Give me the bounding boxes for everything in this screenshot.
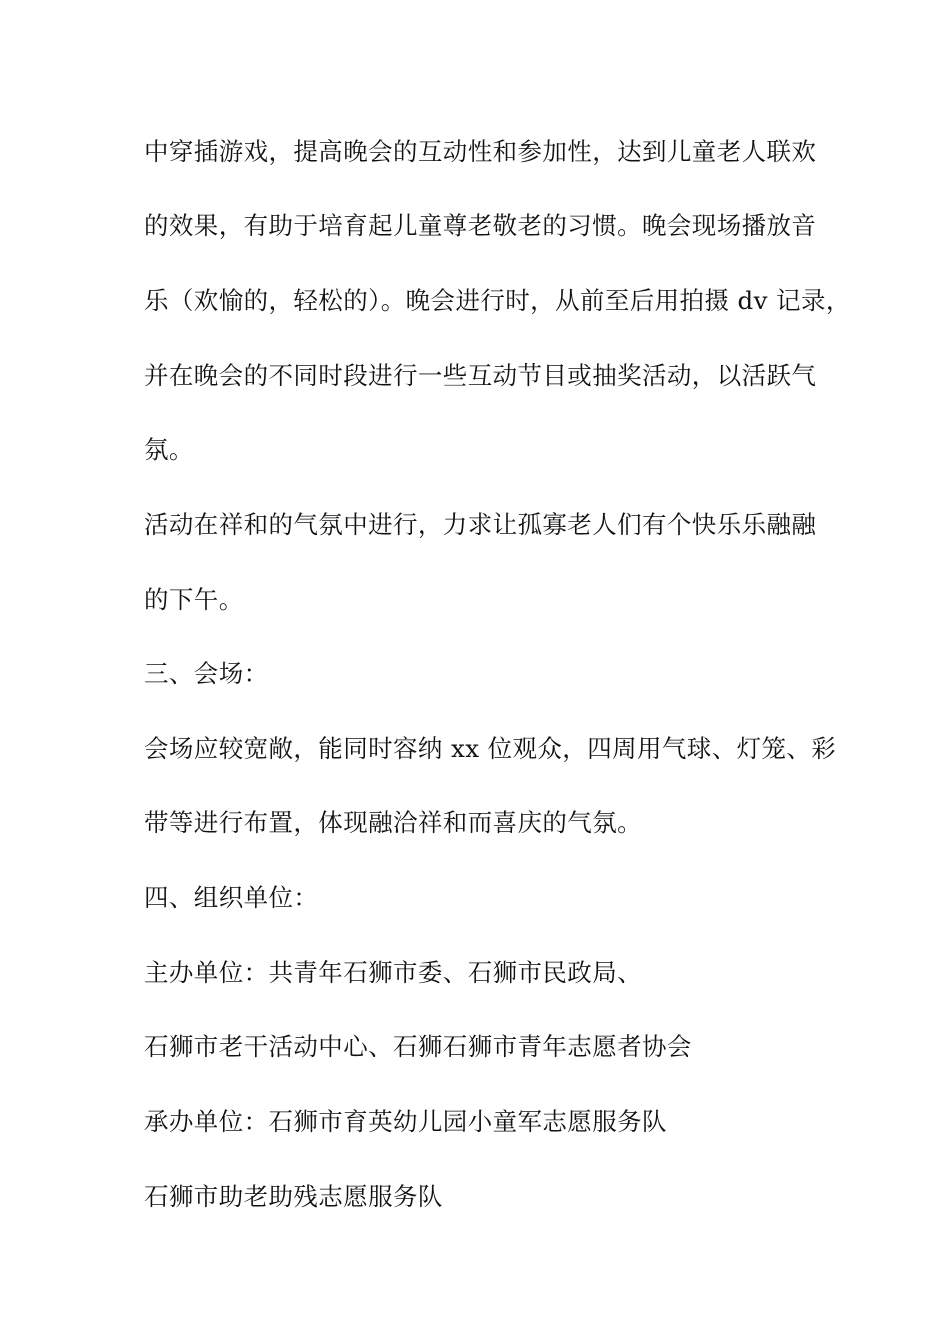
body-line-3: 乐（欢愉的，轻松的）。晚会进行时，从前至后用拍摄 dv 记录，	[144, 286, 851, 315]
body-line-13: 石狮市老干活动中心、石狮石狮市青年志愿者协会	[144, 1032, 692, 1061]
section-heading-organizers: 四、组织单位：	[144, 883, 319, 912]
body-line-5: 氛。	[144, 435, 194, 464]
body-line-1: 中穿插游戏，提高晚会的互动性和参加性，达到儿童老人联欢	[144, 137, 817, 166]
body-line-6: 活动在祥和的气氛中进行，力求让孤寡老人们有个快乐乐融融	[144, 510, 817, 539]
section-heading-venue: 三、会场：	[144, 659, 269, 688]
body-line-10: 带等进行布置，体现融洽祥和而喜庆的气氛。	[144, 808, 642, 837]
body-line-7: 的下午。	[144, 585, 244, 614]
body-line-14: 承办单位：石狮市育英幼儿园小童军志愿服务队	[144, 1107, 667, 1136]
body-line-15: 石狮市助老助残志愿服务队	[144, 1182, 443, 1211]
body-line-12: 主办单位：共青年石狮市委、石狮市民政局、	[144, 958, 642, 987]
body-line-4: 并在晚会的不同时段进行一些互动节目或抽奖活动，以活跃气	[144, 361, 817, 390]
body-line-9: 会场应较宽敞，能同时容纳 xx 位观众，四周用气球、灯笼、彩	[144, 734, 837, 763]
body-line-2: 的效果，有助于培育起儿童尊老敬老的习惯。晚会现场播放音	[144, 211, 817, 240]
